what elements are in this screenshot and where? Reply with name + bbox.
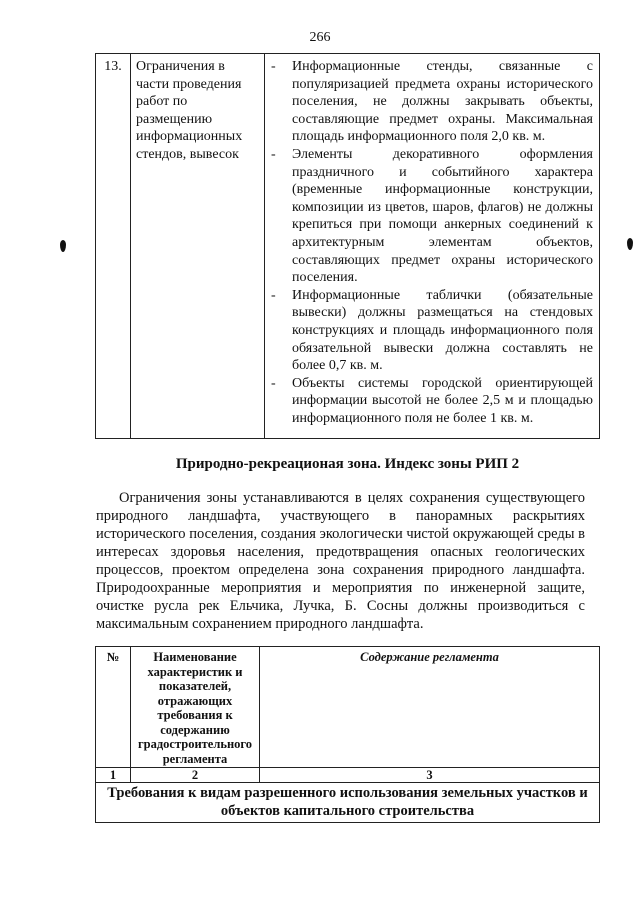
margin-marker-icon [60, 240, 66, 252]
list-item: - Элементы декоративного оформления праздничного и событийного характера (временные информационные конструкции, композиции из цветов, шаров, флагов) не должны крепиться при помощи анкерных соединений к архитектурным элементам объектов, составляющих предмет охраны исторического поселения. [267, 146, 593, 287]
paragraph-text: Ограничения зоны устанавливаются в целях сохранения существующего природного ландшафта, участвующего в панорамных раскрытиях исторического поселения, создания экологически чистой окружающей среды в интересах здоровья населения, предотвращения опасных геологических процессов, проектом определена зона сохранения природного ландшафта. Природоохранные мероприятия и мероприятия по инженерной защите, очистке русла рек Ельчика, Лучка, Б. Сосны должны производиться с максимальным сохранением природного ландшафта. [96, 490, 585, 632]
list-item: - Объекты системы городской ориентирующей информации высотой не более 2,5 м и площадью информационного поля не более 1 кв. м. [267, 375, 593, 428]
list-item: - Информационные стенды, связанные с популяризацией предмета охраны исторического поселения, не должны закрывать объекты, составляющие предмет охраны. Максимальная площадь информационного поля 2,0 кв. м. [267, 58, 593, 146]
table-header-row [96, 647, 600, 768]
index-cell: 3 [260, 768, 600, 783]
list-item: - Информационные таблички (обязательные вывески) должны размещаться на стендовых конструкциях и площадь информационного поля обязательной вывески должна составлять не более 0,7 кв. м. [267, 287, 593, 375]
section-title: Требования к видам разрешенного использования земельных участков и объектов капитального строительства [96, 783, 600, 823]
table-index-row [96, 768, 600, 783]
index-cell: 2 [131, 768, 260, 783]
row-content [265, 54, 600, 439]
index-cell: 1 [96, 768, 131, 783]
margin-marker-icon [627, 238, 633, 250]
header-content: Содержание регламента [260, 647, 600, 768]
zone-paragraph [96, 489, 585, 633]
requirements-list [267, 58, 593, 427]
zone-heading: Природно-рекреационая зона. Индекс зоны РИП 2 [175, 456, 520, 472]
page-number: 266 [309, 30, 331, 45]
row-number: 13. [96, 54, 131, 439]
regulation-table [95, 646, 600, 823]
restrictions-table [95, 53, 600, 439]
row-name: Ограничения в части проведения работ по размещению информационных стендов, вывесок [131, 54, 265, 439]
header-number: № [96, 647, 131, 768]
header-name: Наименование характеристик и показателей, отражающих требования к содержанию градостроительного регламента [131, 647, 260, 768]
table-row [96, 54, 600, 439]
section-row [96, 783, 600, 823]
